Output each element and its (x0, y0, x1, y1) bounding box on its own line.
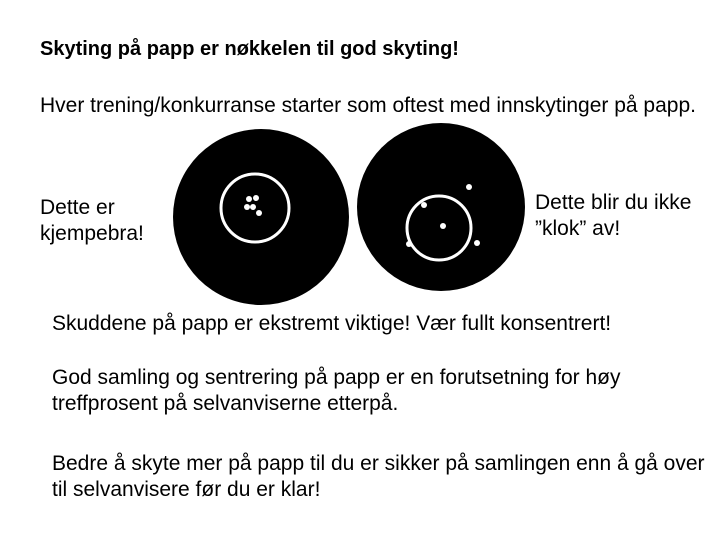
target-disc (173, 129, 349, 305)
grouped-target-image (171, 127, 351, 307)
paragraph: Skuddene på papp er ekstremt viktige! Vær fullt konsentrert! (52, 312, 612, 335)
hit-mark (440, 223, 446, 229)
hit-mark (250, 204, 256, 210)
intro-text: Hver trening/konkurranse starter som oftest med innskytinger på papp. (40, 94, 696, 117)
hit-mark (406, 241, 412, 247)
hit-mark (474, 240, 480, 246)
hit-mark (246, 196, 252, 202)
hit-mark (244, 204, 250, 210)
scattered-target-image (356, 116, 526, 298)
paragraph: God samling og sentrering på papp er en forutsetning for høy treffprosent på selvanviserne etterpå. (52, 366, 621, 415)
right-caption: Dette blir du ikke ”klok” av! (535, 191, 692, 240)
hit-mark (253, 195, 259, 201)
hit-mark (466, 184, 472, 190)
slide-title: Skyting på papp er nøkkelen til god skyting! (40, 38, 459, 60)
paragraph: Bedre å skyte mer på papp til du er sikker på samlingen enn å gå over til selvanvisere før du er klar! (52, 452, 705, 501)
hit-mark (421, 202, 427, 208)
target-disc (357, 123, 525, 291)
hit-mark (256, 210, 262, 216)
left-caption: Dette er kjempebra! (40, 196, 144, 245)
